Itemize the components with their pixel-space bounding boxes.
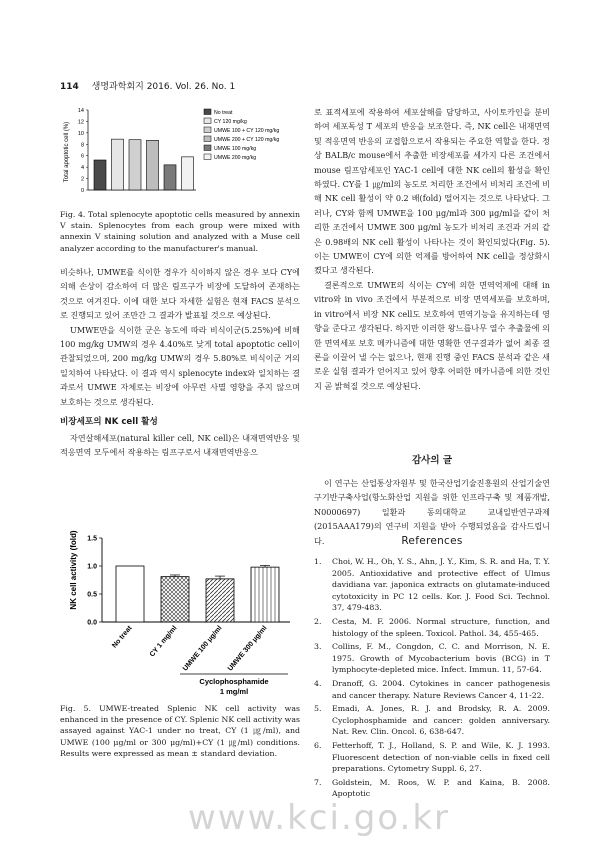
fig4-y-tick-label: 6 bbox=[80, 153, 84, 160]
fig4-y-tick-label: 4 bbox=[80, 165, 84, 172]
fig4-legend-swatch bbox=[204, 154, 211, 160]
fig5-bar bbox=[251, 567, 279, 622]
references-title: References bbox=[401, 535, 463, 547]
fig4-caption: Fig. 4. Total splenocyte apoptotic cells measured by annexin V stain. Splenocytes from each group were mixed with annexin V staining solution and analyzed with a Muse cell analyzer according to the manufacturer's manual. bbox=[60, 210, 300, 253]
fig4-legend-swatch bbox=[204, 127, 211, 133]
reference-text: Dranoff, G. 2004. Cytokines in cancer pathogenesis and cancer therapy. Nature Reviews Cancer 4, 11-22. bbox=[332, 678, 550, 700]
fig5-y-tick-label: 1.5 bbox=[87, 535, 97, 543]
reference-number: 6. bbox=[314, 740, 322, 750]
right-paragraph-2: 결론적으로 UMWE의 식이는 CY에 의한 면역억제에 대해 in vitro와 in vivo 조건에서 부분적으로 비장 면역세포를 보호하며, in vitro에서 비장 NK cell도 보호하여 면역기능을 유지하는데 영향을 준다고 생각된다. 하지만 이러한 왕느릅나무 열수 추출물에 의한 면역세포 보호 메카니즘에 대한 명확한 연구결과가 없어 최종 결론을 이끌어 낼 수는 없으나, 현재 진행 중인 FACS 분석과 같은 새로운 실험 결과가 얻어지고 있어 향후 어떠한 메카니즘에 의한 것인지 곧 밝혀질 것으로 예상된다. bbox=[314, 279, 550, 391]
fig5-y-tick-label: 0.0 bbox=[87, 619, 97, 627]
reference-item bbox=[314, 740, 550, 775]
reference-text: Choi, W. H., Oh, Y. S., Ahn, J. Y., Kim, S. R. and Ha, T. Y. 2005. Antioxidative and protective effect of Ulmus davidiana var. japonica extracts on glutamate-induced cytotoxicity in PC 12 cells. Kor. J. Food Sci. Technol. 37, 479-483. bbox=[332, 557, 550, 613]
reference-item bbox=[314, 556, 550, 614]
acknowledgement-title: 감사의 글 bbox=[411, 455, 452, 466]
acknowledgement-text: 이 연구는 산업통상자원부 및 한국산업기술진흥원의 산업기술연구기반구축사업(항노화산업 지원을 위한 인프라구축 및 제품개발, N0000697) 일환과 동의대학교 교내일반연구과제(2015AAA179)의 연구비 지원을 받아 수행되었음을 감사드립니다. bbox=[314, 478, 550, 546]
journal-name: 생명과학회지 2016. Vol. 26. No. 1 bbox=[91, 82, 236, 92]
reference-number: 4. bbox=[314, 678, 322, 688]
fig4-legend-swatch bbox=[204, 145, 211, 151]
fig5-y-axis-label: NK cell activity (fold) bbox=[69, 530, 78, 610]
fig5-x-tick-label: CY 1 mg/ml bbox=[148, 624, 179, 659]
fig4-legend bbox=[204, 109, 279, 161]
left-paragraph-2: UMWE만을 식이한 군은 농도에 따라 비식이군(5.25%)에 비해 100 mg/kg UMW의 경우 4.40%로 낮게 total apoptotic cell이 관찰되었으며, 200 mg/kg UMW의 경우 5.80%로 비식이군 거의 일치하여 나타났다. 이 결과 역시 splenocyte index와 일치하는 결과로서 UMWE 자체로는 비장에 아무런 사멸 영향을 주지 않으며 보호하는 것으로 생각된다. bbox=[60, 324, 300, 407]
reference-list bbox=[314, 556, 550, 802]
reference-number: 5. bbox=[314, 704, 322, 714]
right-column-text bbox=[314, 105, 550, 393]
fig4-bar bbox=[94, 160, 106, 190]
fig5-x-tick-label: No treat bbox=[111, 624, 134, 650]
fig4-bar bbox=[147, 140, 159, 190]
fig5-bar bbox=[161, 577, 189, 622]
reference-number: 3. bbox=[314, 642, 322, 652]
fig4-legend-swatch bbox=[204, 136, 211, 142]
fig4-y-tick-label: 14 bbox=[77, 108, 84, 114]
fig5-x-labels bbox=[111, 624, 268, 672]
left-paragraph-1: 비슷하나, UMWE를 식이한 경우가 식이하지 않은 경우 보다 CY에 의해 손상이 감소하여 더 많은 림프구가 비장에 도달하여 존재하는 것으로 여겨진다. 이에 대한 보다 자세한 실험은 현재 FACS 분석으로 진행되고 있어 조만간 그 결과가 발표될 것으로 예상된다. bbox=[60, 267, 300, 321]
fig5-chart bbox=[62, 510, 302, 700]
reference-text: Goldstein, M. Roos, W. P. and Kaina, B. 2008. Apoptotic bbox=[332, 777, 550, 799]
section-title-nk: 비장세포의 NK cell 활성 bbox=[60, 417, 158, 427]
fig5-group-label-1: Cyclophosphamide bbox=[199, 677, 269, 686]
fig4-bar bbox=[112, 139, 124, 190]
reference-item bbox=[314, 678, 550, 701]
fig4-bar bbox=[129, 140, 141, 190]
reference-text: Emadi, A. Jones, R. J. and Brodsky, R. A. 2009. Cyclophosphamide and cancer: golden anniversary. Nat. Rev. Clin. Oncol. 6, 638-647. bbox=[332, 704, 550, 737]
fig4-legend-swatch bbox=[204, 109, 211, 115]
fig5-x-tick-label: UMWE 100 μg/ml bbox=[181, 624, 224, 673]
fig5-y-tick-label: 1.0 bbox=[87, 563, 97, 571]
reference-item bbox=[314, 641, 550, 676]
reference-number: 7. bbox=[314, 777, 322, 787]
fig5-caption: Fig. 5. UMWE-treated Splenic NK cell activity was enhanced in the presence of CY. Splenic NK cell activity was assayed against YAC-1 under no treat, CY (1 ㎍/ml), and UMWE (100 μg/ml or 300 μg/ml)+CY (1 ㎍/ml) conditions. Results were expressed as mean ± standard deviation. bbox=[60, 704, 300, 758]
fig5-group-label-2: 1 mg/ml bbox=[219, 687, 249, 696]
reference-item bbox=[314, 777, 550, 800]
reference-item bbox=[314, 616, 550, 639]
page-number: 114 bbox=[60, 82, 79, 92]
fig5-bar bbox=[206, 579, 234, 622]
fig4-y-tick-label: 0 bbox=[80, 188, 84, 194]
fig4-y-tick-label: 12 bbox=[77, 119, 84, 126]
fig4-y-axis-label: Total apoptotic cell (%) bbox=[64, 121, 70, 183]
fig5-y-tick-label: 0.5 bbox=[87, 591, 97, 599]
left-column-text bbox=[60, 265, 300, 409]
reference-number: 2. bbox=[314, 616, 322, 626]
reference-text: Cesta, M. F. 2006. Normal structure, function, and histology of the spleen. Toxicol. Pathol. 34, 455-465. bbox=[332, 616, 550, 638]
fig5-x-tick-label: UMWE 300 μg/ml bbox=[226, 624, 269, 673]
fig5-bars bbox=[116, 565, 279, 622]
fig4-legend-label: No treat bbox=[214, 110, 233, 116]
fig4-legend-label: UMWE 100 mg/kg bbox=[214, 146, 257, 152]
running-header bbox=[60, 79, 235, 92]
fig4-bar bbox=[182, 157, 194, 190]
watermark: www.kci.go.kr bbox=[188, 798, 451, 838]
reference-item bbox=[314, 703, 550, 738]
reference-number: 1. bbox=[314, 557, 322, 566]
fig4-chart bbox=[62, 104, 294, 204]
fig4-legend-label: UMWE 200 mg/kg bbox=[214, 155, 257, 161]
reference-text: Collins, F. M., Congdon, C. C. and Morrison, N. E. 1975. Growth of Mycobacterium bovis (BCG) in T lymphocyte-depleted mice. Infect. Immun. 11, 57-64. bbox=[332, 642, 550, 675]
right-paragraph-1: 로 표적세포에 작용하여 세포살해를 담당하고, 사이토카인을 분비하여 세포독성 T 세포의 반응을 보조한다. 즉, NK cell은 내재면역 및 적응면역 반응의 교접합으로서 작용되는 주요한 역할을 한다. 정상 BALB/c mouse에서 추출한 비장세포를 세가지 다른 조건에서 mouse 림프암세포인 YAC-1 cell에 대한 NK cell의 활성을 확인하였다. CY를 1 ㎍/ml의 농도로 처리한 조건에서 비처리 조건에 비해 NK cell 활성이 약 0.2 배(fold) 떨어지는 것으로 나타났다. 그러나, CY와 함께 UMWE을 100 μg/ml과 300 μg/ml을 같이 처리한 조건에서 UMWE 300 μg/ml 농도가 비처리 조건과 거의 같은 0.98배의 NK cell 활성이 나타나는 것이 확인되었다(Fig. 5). 이는 UMWE이 CY에 의한 억제를 방어하여 NK cell을 정상화시켰다고 생각된다. bbox=[314, 107, 550, 276]
reference-text: Fetterhoff, T. J., Holland, S. P. and Wile, K. J. 1993. Fluorescent detection of non-viable cells in fixed cell preparations. Cytometry Suppl. 6, 27. bbox=[332, 740, 550, 774]
fig4-legend-label: UMWE 100 + CY 120 mg/kg bbox=[214, 128, 280, 134]
fig4-bars bbox=[94, 139, 194, 190]
left-paragraph-3: 자연살해세포(natural killer cell, NK cell)은 내재면역반응 및 적응면역 모두에서 작용하는 림프구로서 내재면역반응으 bbox=[60, 433, 300, 458]
fig4-y-tick-label: 2 bbox=[80, 176, 84, 183]
fig4-legend-swatch bbox=[204, 118, 211, 124]
fig4-legend-label: CY 120 mg/kg bbox=[214, 119, 247, 125]
fig4-y-tick-label: 10 bbox=[77, 130, 84, 137]
fig4-legend-label: UMWE 200 + CY 120 mg/kg bbox=[214, 137, 280, 143]
fig5-bar bbox=[116, 566, 144, 622]
fig4-y-tick-label: 8 bbox=[80, 142, 84, 149]
fig4-bar bbox=[164, 165, 176, 190]
